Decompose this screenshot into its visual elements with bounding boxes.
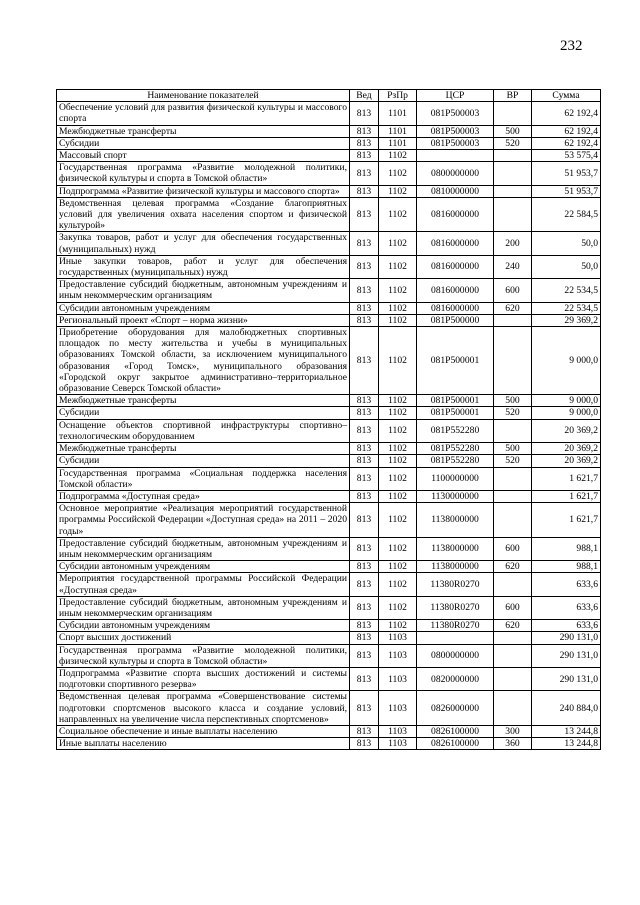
table-row xyxy=(57,467,601,490)
table-row xyxy=(57,738,601,750)
cell-sum: 1 621,7 xyxy=(532,490,601,502)
table-row xyxy=(57,644,601,667)
cell-ved: 813 xyxy=(350,632,379,644)
cell-csr: 081Р500000 xyxy=(417,314,494,326)
cell-sum: 290 131,0 xyxy=(532,632,601,644)
cell-sum: 9 000,0 xyxy=(532,395,601,407)
cell-name: Субсидии xyxy=(57,407,350,419)
cell-vr: 240 xyxy=(494,255,532,278)
cell-csr: 11380R0270 xyxy=(417,596,494,619)
cell-rzpr: 1102 xyxy=(379,537,417,560)
table-row xyxy=(57,537,601,560)
cell-vr: 520 xyxy=(494,455,532,467)
cell-name: Региональный проект «Спорт – норма жизни» xyxy=(57,314,350,326)
cell-rzpr: 1102 xyxy=(379,197,417,232)
cell-ved: 813 xyxy=(350,455,379,467)
cell-ved: 813 xyxy=(350,596,379,619)
cell-vr xyxy=(494,197,532,232)
cell-ved: 813 xyxy=(350,667,379,690)
cell-sum: 1 621,7 xyxy=(532,503,601,538)
cell-rzpr: 1103 xyxy=(379,691,417,726)
cell-name: Мероприятия государственной программы Российской Федерации «Доступная среда» xyxy=(57,573,350,596)
cell-sum: 62 192,4 xyxy=(532,102,601,125)
cell-rzpr: 1102 xyxy=(379,302,417,314)
cell-sum: 22 534,5 xyxy=(532,302,601,314)
table-row xyxy=(57,395,601,407)
cell-csr: 1138000000 xyxy=(417,503,494,538)
cell-vr xyxy=(494,419,532,442)
cell-name: Предоставление субсидий бюджетным, автономным учреждениям и иным некоммерческим организациям xyxy=(57,596,350,619)
table-row xyxy=(57,620,601,632)
page-number: 232 xyxy=(560,38,583,54)
header-ved: Вед xyxy=(350,90,379,102)
cell-rzpr: 1102 xyxy=(379,620,417,632)
cell-vr: 620 xyxy=(494,302,532,314)
cell-csr: 0800000000 xyxy=(417,644,494,667)
table-row xyxy=(57,443,601,455)
cell-name: Иные закупки товаров, работ и услуг для обеспечения государственных (муниципальных) нужд xyxy=(57,255,350,278)
cell-name: Межбюджетные трансферты xyxy=(57,395,350,407)
cell-name: Оснащение объектов спортивной инфраструктуры спортивно–технологическим оборудованием xyxy=(57,419,350,442)
cell-rzpr: 1101 xyxy=(379,137,417,149)
cell-ved: 813 xyxy=(350,573,379,596)
table-row xyxy=(57,255,601,278)
cell-ved: 813 xyxy=(350,314,379,326)
cell-ved: 813 xyxy=(350,620,379,632)
table-row xyxy=(57,197,601,232)
cell-rzpr: 1102 xyxy=(379,573,417,596)
cell-name: Межбюджетные трансферты xyxy=(57,125,350,137)
cell-ved: 813 xyxy=(350,503,379,538)
cell-ved: 813 xyxy=(350,125,379,137)
table-row xyxy=(57,503,601,538)
cell-name: Закупка товаров, работ и услуг для обеспечения государственных (муниципальных) нужд xyxy=(57,232,350,255)
cell-ved: 813 xyxy=(350,327,379,395)
cell-rzpr: 1103 xyxy=(379,667,417,690)
header-csr: ЦСР xyxy=(417,90,494,102)
table-row xyxy=(57,407,601,419)
table-row xyxy=(57,667,601,690)
cell-name: Субсидии автономным учреждениям xyxy=(57,302,350,314)
cell-name: Социальное обеспечение и иные выплаты населению xyxy=(57,725,350,737)
table-row xyxy=(57,419,601,442)
cell-sum: 22 584,5 xyxy=(532,197,601,232)
cell-vr: 520 xyxy=(494,407,532,419)
cell-rzpr: 1103 xyxy=(379,632,417,644)
cell-name: Основное мероприятие «Реализация мероприятий государственной программы Российской Федерации «Доступная среда» на 2011 – 2020 годы» xyxy=(57,503,350,538)
cell-vr: 200 xyxy=(494,232,532,255)
cell-csr: 081Р552280 xyxy=(417,455,494,467)
cell-ved: 813 xyxy=(350,279,379,302)
cell-rzpr: 1102 xyxy=(379,467,417,490)
cell-vr xyxy=(494,490,532,502)
table-row xyxy=(57,490,601,502)
cell-csr: 081Р500003 xyxy=(417,125,494,137)
cell-rzpr: 1102 xyxy=(379,255,417,278)
table-row xyxy=(57,314,601,326)
table-row xyxy=(57,102,601,125)
cell-csr: 11380R0270 xyxy=(417,573,494,596)
table-header-row xyxy=(57,90,601,102)
cell-ved: 813 xyxy=(350,490,379,502)
cell-sum: 20 369,2 xyxy=(532,419,601,442)
table-row xyxy=(57,279,601,302)
cell-csr: 0816000000 xyxy=(417,302,494,314)
cell-ved: 813 xyxy=(350,137,379,149)
cell-vr xyxy=(494,667,532,690)
cell-vr xyxy=(494,644,532,667)
cell-name: Ведомственная целевая программа «Совершенствование системы подготовки спортсменов высокого класса и создание условий, направленных на увеличение числа перспективных спортсменов» xyxy=(57,691,350,726)
header-sum: Сумма xyxy=(532,90,601,102)
cell-name: Государственная программа «Развитие молодежной политики, физической культуры и спорта в Томской области» xyxy=(57,644,350,667)
cell-rzpr: 1102 xyxy=(379,455,417,467)
budget-table xyxy=(56,89,601,750)
cell-vr: 300 xyxy=(494,725,532,737)
cell-name: Массовый спорт xyxy=(57,150,350,162)
cell-csr xyxy=(417,632,494,644)
cell-csr: 0810000000 xyxy=(417,185,494,197)
cell-name: Обеспечение условий для развития физической культуры и массового спорта xyxy=(57,102,350,125)
cell-ved: 813 xyxy=(350,725,379,737)
cell-csr: 0820000000 xyxy=(417,667,494,690)
cell-name: Подпрограмма «Доступная среда» xyxy=(57,490,350,502)
cell-name: Приобретение оборудования для малобюджетных спортивных площадок по месту жительства и учебы в муниципальных образованиях Томской области, за исключением муниципального образования «Город Томск», муниципального образования «Городской округ закрытое административно–территориальное образование Северск Томской области» xyxy=(57,327,350,395)
cell-csr: 0816000000 xyxy=(417,255,494,278)
header-vr: ВР xyxy=(494,90,532,102)
cell-ved: 813 xyxy=(350,102,379,125)
cell-ved: 813 xyxy=(350,197,379,232)
cell-ved: 813 xyxy=(350,738,379,750)
table-row xyxy=(57,327,601,395)
cell-sum: 633,6 xyxy=(532,620,601,632)
table-row xyxy=(57,137,601,149)
cell-rzpr: 1102 xyxy=(379,279,417,302)
cell-ved: 813 xyxy=(350,302,379,314)
cell-vr: 600 xyxy=(494,537,532,560)
cell-rzpr: 1102 xyxy=(379,443,417,455)
cell-csr: 0826100000 xyxy=(417,738,494,750)
cell-ved: 813 xyxy=(350,467,379,490)
cell-csr: 1130000000 xyxy=(417,490,494,502)
cell-sum: 51 953,7 xyxy=(532,162,601,185)
table-row xyxy=(57,725,601,737)
cell-vr xyxy=(494,467,532,490)
cell-vr: 600 xyxy=(494,279,532,302)
cell-vr xyxy=(494,314,532,326)
cell-sum: 53 575,4 xyxy=(532,150,601,162)
cell-name: Ведомственная целевая программа «Создание благоприятных условий для увеличения охвата населения спортом и физической культурой» xyxy=(57,197,350,232)
cell-ved: 813 xyxy=(350,150,379,162)
cell-name: Государственная программа «Социальная поддержка населения Томской области» xyxy=(57,467,350,490)
cell-ved: 813 xyxy=(350,232,379,255)
cell-rzpr: 1101 xyxy=(379,125,417,137)
cell-vr xyxy=(494,150,532,162)
cell-name: Предоставление субсидий бюджетным, автономным учреждениям и иным некоммерческим организациям xyxy=(57,279,350,302)
cell-sum: 62 192,4 xyxy=(532,125,601,137)
table-row xyxy=(57,162,601,185)
cell-ved: 813 xyxy=(350,255,379,278)
cell-name: Межбюджетные трансферты xyxy=(57,443,350,455)
cell-name: Государственная программа «Развитие молодежной политики, физической культуры и спорта в Томской области» xyxy=(57,162,350,185)
cell-vr: 520 xyxy=(494,137,532,149)
table-row xyxy=(57,150,601,162)
table-row xyxy=(57,455,601,467)
cell-vr: 500 xyxy=(494,395,532,407)
table-row xyxy=(57,561,601,573)
cell-vr: 600 xyxy=(494,596,532,619)
cell-sum: 20 369,2 xyxy=(532,443,601,455)
cell-name: Иные выплаты населению xyxy=(57,738,350,750)
cell-sum: 988,1 xyxy=(532,537,601,560)
cell-sum: 62 192,4 xyxy=(532,137,601,149)
table-row xyxy=(57,302,601,314)
table-row xyxy=(57,596,601,619)
cell-sum: 13 244,8 xyxy=(532,725,601,737)
table-row xyxy=(57,573,601,596)
cell-sum: 20 369,2 xyxy=(532,455,601,467)
cell-vr: 360 xyxy=(494,738,532,750)
cell-sum: 50,0 xyxy=(532,255,601,278)
cell-vr: 500 xyxy=(494,125,532,137)
cell-ved: 813 xyxy=(350,443,379,455)
cell-sum: 290 131,0 xyxy=(532,644,601,667)
cell-sum: 240 884,0 xyxy=(532,691,601,726)
cell-csr: 081Р500001 xyxy=(417,327,494,395)
cell-ved: 813 xyxy=(350,691,379,726)
cell-csr xyxy=(417,150,494,162)
cell-vr xyxy=(494,162,532,185)
cell-csr: 081Р500001 xyxy=(417,395,494,407)
cell-name: Подпрограмма «Развитие спорта высших достижений и системы подготовки спортивного резерва» xyxy=(57,667,350,690)
cell-vr xyxy=(494,691,532,726)
cell-vr xyxy=(494,573,532,596)
cell-sum: 9 000,0 xyxy=(532,407,601,419)
table-row xyxy=(57,185,601,197)
cell-ved: 813 xyxy=(350,395,379,407)
cell-csr: 081Р500003 xyxy=(417,137,494,149)
cell-vr xyxy=(494,185,532,197)
cell-ved: 813 xyxy=(350,419,379,442)
cell-vr xyxy=(494,503,532,538)
cell-vr: 620 xyxy=(494,620,532,632)
cell-sum: 13 244,8 xyxy=(532,738,601,750)
table-row xyxy=(57,125,601,137)
table-row xyxy=(57,691,601,726)
cell-sum: 290 131,0 xyxy=(532,667,601,690)
cell-rzpr: 1102 xyxy=(379,561,417,573)
cell-csr: 0826000000 xyxy=(417,691,494,726)
cell-sum: 633,6 xyxy=(532,596,601,619)
cell-rzpr: 1102 xyxy=(379,327,417,395)
table-row xyxy=(57,632,601,644)
cell-sum: 29 369,2 xyxy=(532,314,601,326)
cell-ved: 813 xyxy=(350,561,379,573)
cell-rzpr: 1103 xyxy=(379,725,417,737)
cell-rzpr: 1103 xyxy=(379,644,417,667)
cell-sum: 50,0 xyxy=(532,232,601,255)
cell-sum: 1 621,7 xyxy=(532,467,601,490)
cell-rzpr: 1102 xyxy=(379,395,417,407)
cell-csr: 081Р552280 xyxy=(417,443,494,455)
cell-rzpr: 1102 xyxy=(379,490,417,502)
cell-ved: 813 xyxy=(350,407,379,419)
cell-csr: 1138000000 xyxy=(417,537,494,560)
cell-rzpr: 1102 xyxy=(379,503,417,538)
cell-csr: 11380R0270 xyxy=(417,620,494,632)
cell-rzpr: 1102 xyxy=(379,150,417,162)
cell-rzpr: 1102 xyxy=(379,407,417,419)
cell-rzpr: 1102 xyxy=(379,185,417,197)
cell-csr: 0816000000 xyxy=(417,232,494,255)
cell-vr: 620 xyxy=(494,561,532,573)
cell-vr xyxy=(494,102,532,125)
cell-ved: 813 xyxy=(350,162,379,185)
table-row xyxy=(57,232,601,255)
cell-rzpr: 1103 xyxy=(379,738,417,750)
cell-rzpr: 1102 xyxy=(379,314,417,326)
cell-csr: 1100000000 xyxy=(417,467,494,490)
cell-csr: 0816000000 xyxy=(417,197,494,232)
cell-name: Субсидии xyxy=(57,455,350,467)
cell-ved: 813 xyxy=(350,644,379,667)
cell-sum: 633,6 xyxy=(532,573,601,596)
cell-csr: 081Р500003 xyxy=(417,102,494,125)
cell-rzpr: 1102 xyxy=(379,232,417,255)
cell-sum: 988,1 xyxy=(532,561,601,573)
cell-vr xyxy=(494,327,532,395)
cell-vr: 500 xyxy=(494,443,532,455)
cell-csr: 1138000000 xyxy=(417,561,494,573)
cell-ved: 813 xyxy=(350,537,379,560)
header-name: Наименование показателей xyxy=(57,90,350,102)
cell-name: Предоставление субсидий бюджетным, автономным учреждениям и иным некоммерческим организациям xyxy=(57,537,350,560)
cell-name: Субсидии xyxy=(57,137,350,149)
cell-rzpr: 1102 xyxy=(379,162,417,185)
cell-name: Подпрограмма «Развитие физической культуры и массового спорта» xyxy=(57,185,350,197)
cell-csr: 0816000000 xyxy=(417,279,494,302)
cell-rzpr: 1102 xyxy=(379,419,417,442)
cell-csr: 0826100000 xyxy=(417,725,494,737)
header-rzpr: РзПр xyxy=(379,90,417,102)
cell-csr: 081Р552280 xyxy=(417,419,494,442)
cell-ved: 813 xyxy=(350,185,379,197)
cell-csr: 081Р500001 xyxy=(417,407,494,419)
cell-sum: 22 534,5 xyxy=(532,279,601,302)
cell-csr: 0800000000 xyxy=(417,162,494,185)
cell-name: Субсидии автономным учреждениям xyxy=(57,561,350,573)
cell-rzpr: 1101 xyxy=(379,102,417,125)
cell-sum: 51 953,7 xyxy=(532,185,601,197)
cell-sum: 9 000,0 xyxy=(532,327,601,395)
cell-rzpr: 1102 xyxy=(379,596,417,619)
cell-name: Субсидии автономным учреждениям xyxy=(57,620,350,632)
cell-vr xyxy=(494,632,532,644)
cell-name: Спорт высших достижений xyxy=(57,632,350,644)
table-body xyxy=(57,102,601,750)
